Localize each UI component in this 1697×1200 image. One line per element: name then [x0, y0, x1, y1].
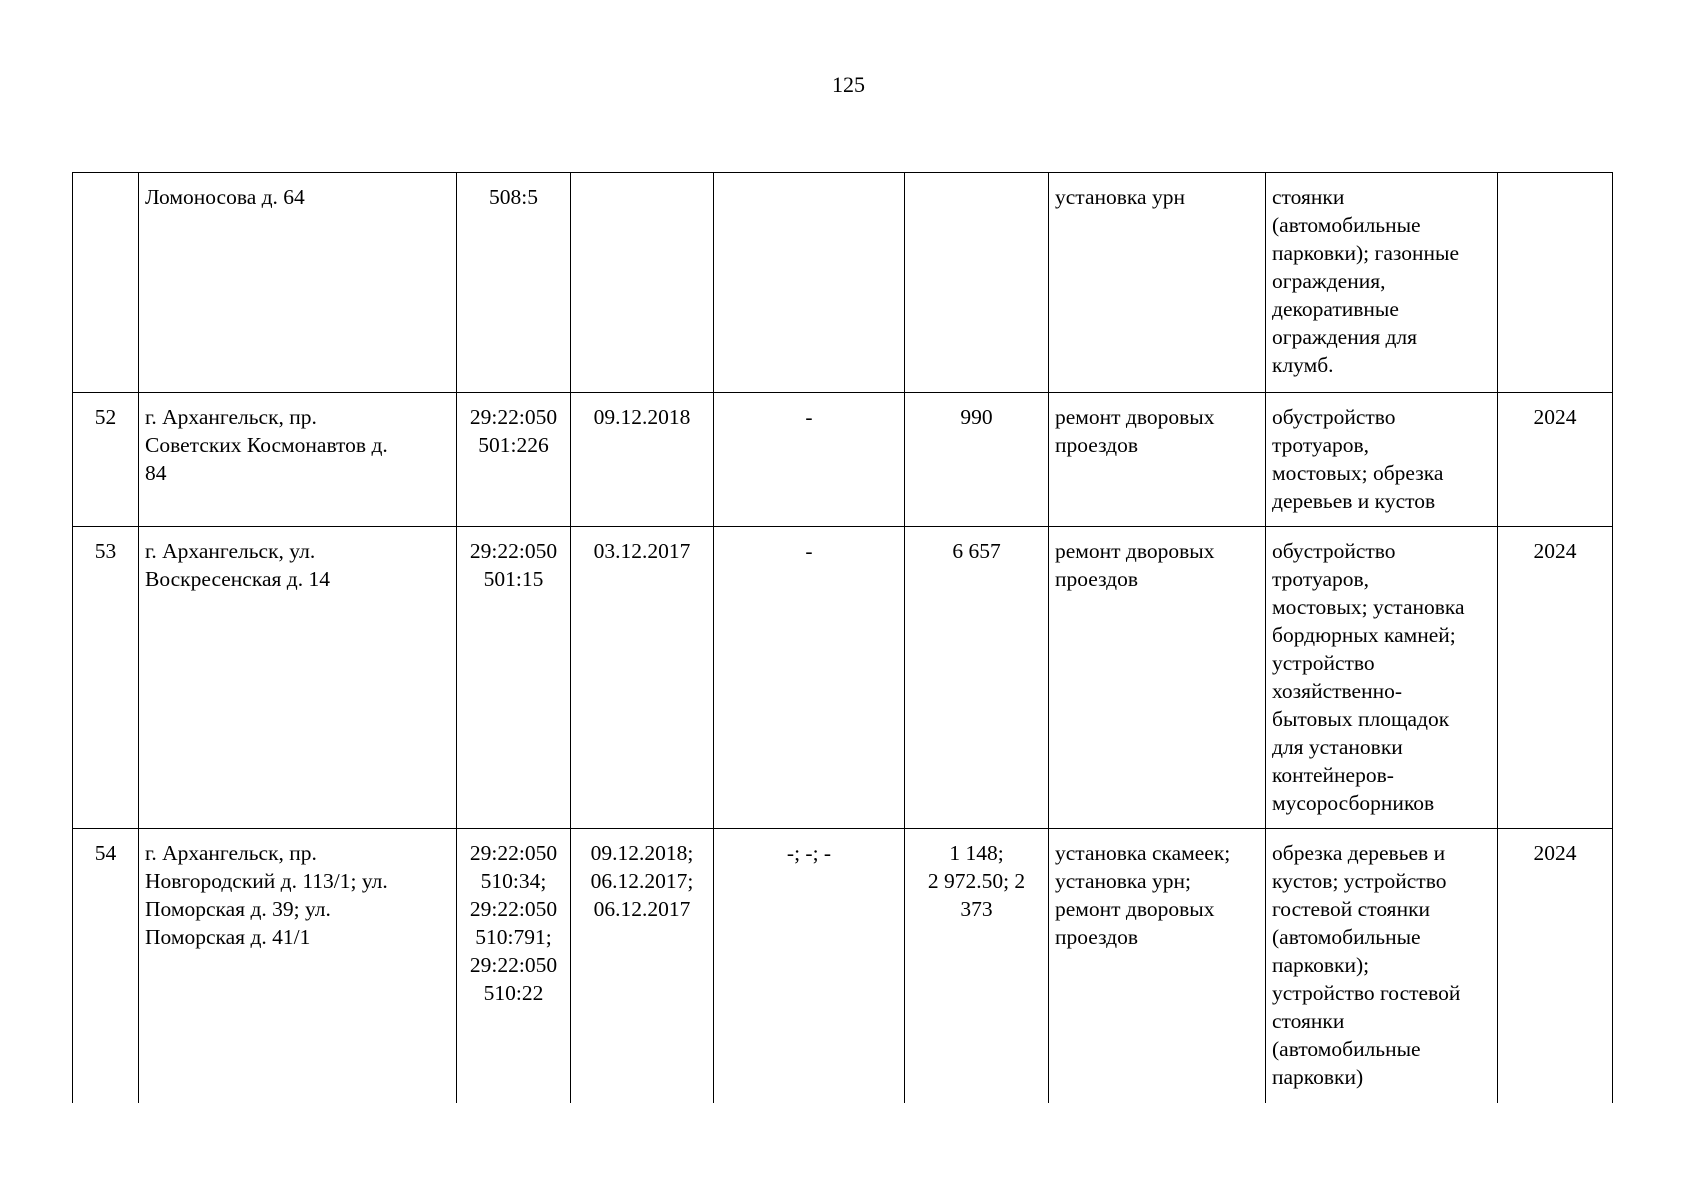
row-number	[73, 173, 139, 393]
area-cell: 1 148; 2 972.50; 2 373	[905, 829, 1049, 1103]
address-cell: г. Архангельск, ул. Воскресенская д. 14	[139, 527, 457, 829]
date-cell: 09.12.2018; 06.12.2017; 06.12.2017	[571, 829, 714, 1103]
dash-cell	[714, 173, 905, 393]
row-number: 52	[73, 393, 139, 527]
table-row	[73, 173, 1613, 393]
table-row	[73, 829, 1613, 1103]
area-cell: 6 657	[905, 527, 1049, 829]
area-cell	[905, 173, 1049, 393]
extra-works-cell: обустройство тротуаров, мостовых; обрезка деревьев и кустов	[1266, 393, 1498, 527]
main-works-cell: ремонт дворовых проездов	[1049, 393, 1266, 527]
table-row	[73, 393, 1613, 527]
main-works-cell: установка урн	[1049, 173, 1266, 393]
main-works-cell: ремонт дворовых проездов	[1049, 527, 1266, 829]
cadastral-number-cell: 29:22:050 501:226	[457, 393, 571, 527]
address-cell: г. Архангельск, пр. Советских Космонавтов д. 84	[139, 393, 457, 527]
cadastral-number-cell: 508:5	[457, 173, 571, 393]
table-row	[73, 527, 1613, 829]
dash-cell: -	[714, 527, 905, 829]
row-number: 53	[73, 527, 139, 829]
year-cell: 2024	[1498, 829, 1613, 1103]
address-cell: г. Архангельск, пр. Новгородский д. 113/1; ул. Поморская д. 39; ул. Поморская д. 41/1	[139, 829, 457, 1103]
year-cell	[1498, 173, 1613, 393]
area-cell: 990	[905, 393, 1049, 527]
extra-works-cell: обустройство тротуаров, мостовых; установка бордюрных камней; устройство хозяйственно- бытовых площадок для установки контейнеров- мусоросборников	[1266, 527, 1498, 829]
dash-cell: -	[714, 393, 905, 527]
row-number: 54	[73, 829, 139, 1103]
extra-works-cell: стоянки (автомобильные парковки); газонные ограждения, декоративные ограждения для клумб.	[1266, 173, 1498, 393]
address-cell: Ломоносова д. 64	[139, 173, 457, 393]
cadastral-number-cell: 29:22:050 501:15	[457, 527, 571, 829]
extra-works-cell: обрезка деревьев и кустов; устройство гостевой стоянки (автомобильные парковки); устройство гостевой стоянки (автомобильные парковки)	[1266, 829, 1498, 1103]
year-cell: 2024	[1498, 527, 1613, 829]
page-number: 125	[832, 72, 865, 97]
date-cell: 09.12.2018	[571, 393, 714, 527]
date-cell: 03.12.2017	[571, 527, 714, 829]
cadastral-number-cell: 29:22:050 510:34; 29:22:050 510:791; 29:22:050 510:22	[457, 829, 571, 1103]
improvement-table	[72, 172, 1613, 1103]
main-works-cell: установка скамеек; установка урн; ремонт дворовых проездов	[1049, 829, 1266, 1103]
year-cell: 2024	[1498, 393, 1613, 527]
dash-cell: -; -; -	[714, 829, 905, 1103]
date-cell	[571, 173, 714, 393]
